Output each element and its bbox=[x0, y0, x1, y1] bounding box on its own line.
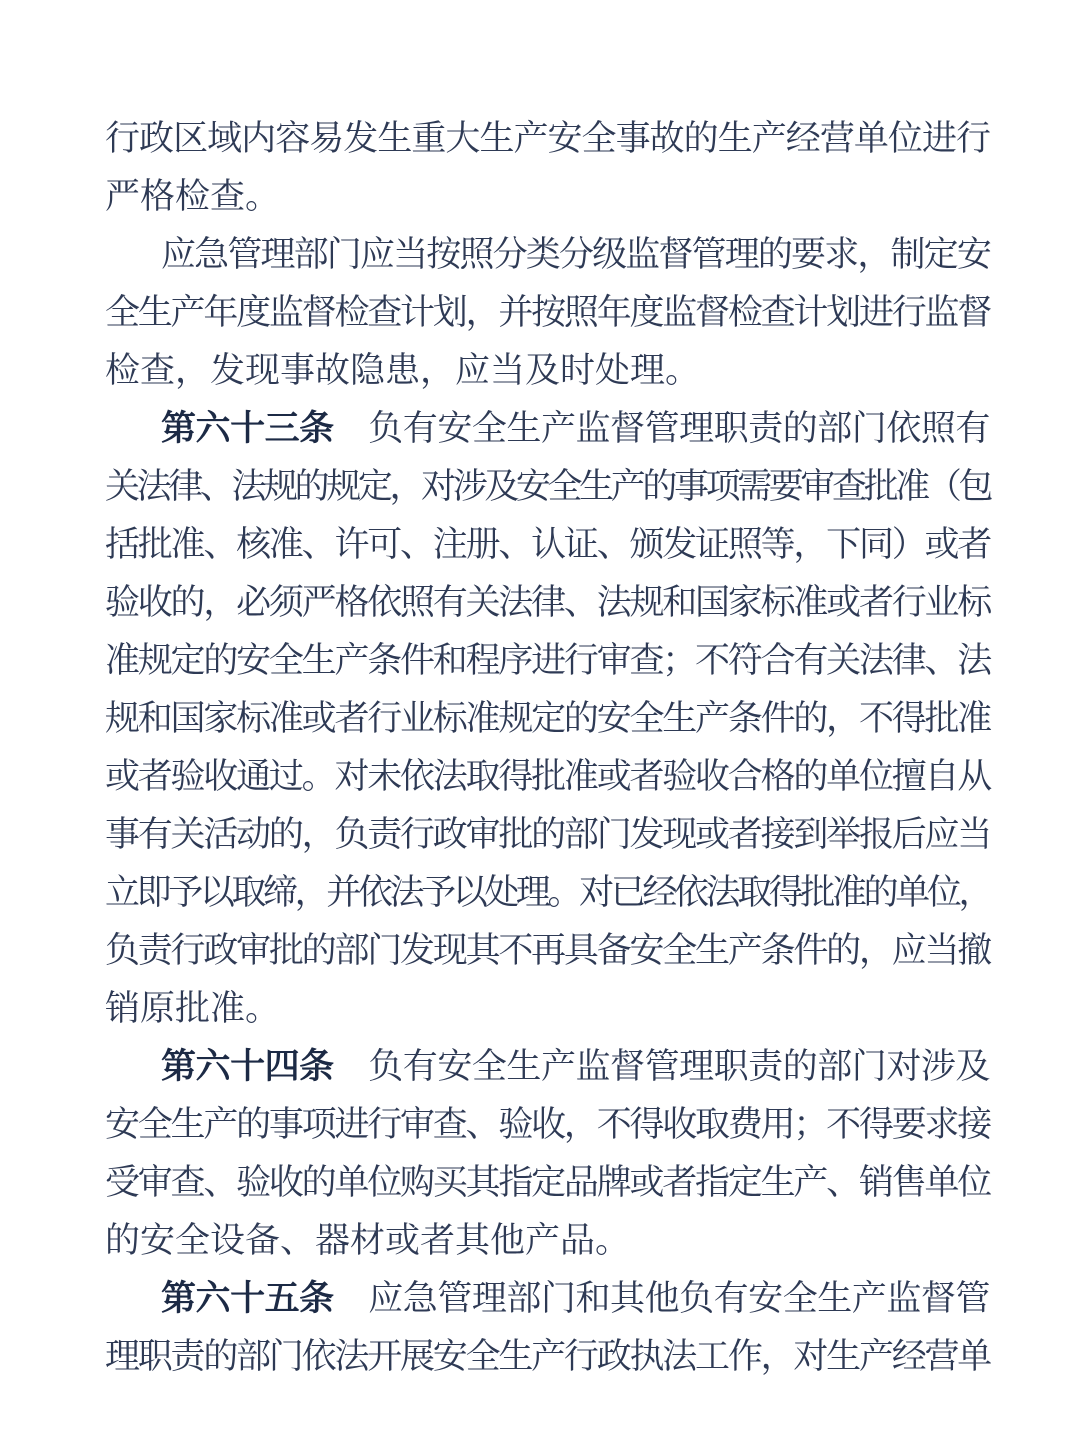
line-text: 括批准、核准、许可、注册、认证、颁发证照等，下同）或者 bbox=[105, 525, 991, 564]
text-line bbox=[105, 110, 990, 168]
line-text: 严格检查。 bbox=[105, 177, 281, 216]
line-text: 事有关活动的，负责行政审批的部门发现或者接到举报后应当 bbox=[105, 815, 991, 854]
line-text: 立即予以取缔，并依法予以处理。对已经依法取得批准的单位， bbox=[105, 873, 991, 912]
line-text: 销原批准。 bbox=[105, 989, 281, 1028]
text-line bbox=[105, 1270, 990, 1328]
line-text: 准规定的安全生产条件和程序进行审查；不符合有关法律、法 bbox=[105, 641, 991, 680]
line-text: 理职责的部门依法开展安全生产行政执法工作，对生产经营单 bbox=[105, 1337, 991, 1376]
text-line bbox=[105, 516, 990, 574]
line-text: 或者验收通过。对未依法取得批准或者验收合格的单位擅自从 bbox=[105, 757, 991, 796]
text-line bbox=[105, 922, 990, 980]
text-line bbox=[105, 226, 990, 284]
line-text: 应急管理部门应当按照分类分级监督管理的要求，制定安 bbox=[161, 235, 991, 274]
line-text: 关法律、法规的规定，对涉及安全生产的事项需要审查批准（包 bbox=[105, 467, 991, 506]
line-text: 行政区域内容易发生重大生产安全事故的生产经营单位进行 bbox=[105, 119, 991, 158]
text-line bbox=[105, 1154, 990, 1212]
article-number: 第六十五条 bbox=[161, 1279, 334, 1318]
text-line bbox=[105, 574, 990, 632]
text-line bbox=[105, 284, 990, 342]
line-text: 验收的，必须严格依照有关法律、法规和国家标准或者行业标 bbox=[105, 583, 991, 622]
text-line bbox=[105, 632, 990, 690]
article-text-block bbox=[105, 110, 990, 1386]
text-line bbox=[105, 1328, 990, 1386]
line-text: 全生产年度监督检查计划，并按照年度监督检查计划进行监督 bbox=[105, 293, 991, 332]
text-line bbox=[105, 980, 990, 1038]
text-line bbox=[105, 1038, 990, 1096]
text-line bbox=[105, 864, 990, 922]
text-line bbox=[105, 1212, 990, 1270]
text-line bbox=[105, 168, 990, 226]
line-text: 负责行政审批的部门发现其不再具备安全生产条件的，应当撤 bbox=[105, 931, 991, 970]
article-number: 第六十四条 bbox=[161, 1047, 334, 1086]
line-text: 规和国家标准或者行业标准规定的安全生产条件的，不得批准 bbox=[105, 699, 991, 738]
text-line bbox=[105, 1096, 990, 1154]
line-text: 检查，发现事故隐患，应当及时处理。 bbox=[105, 351, 701, 390]
line-text: 的安全设备、器材或者其他产品。 bbox=[105, 1221, 631, 1260]
text-line bbox=[105, 748, 990, 806]
text-line bbox=[105, 400, 990, 458]
text-line bbox=[105, 806, 990, 864]
line-text: 安全生产的事项进行审查、验收，不得收取费用；不得要求接 bbox=[105, 1105, 991, 1144]
text-line bbox=[105, 458, 990, 516]
line-text: 负有安全生产监督管理职责的部门对涉及 bbox=[333, 1047, 990, 1086]
line-text: 负有安全生产监督管理职责的部门依照有 bbox=[333, 409, 990, 448]
text-line bbox=[105, 690, 990, 748]
article-number: 第六十三条 bbox=[161, 409, 334, 448]
line-text: 应急管理部门和其他负有安全生产监督管 bbox=[333, 1279, 990, 1318]
line-text: 受审查、验收的单位购买其指定品牌或者指定生产、销售单位 bbox=[105, 1163, 991, 1202]
text-line bbox=[105, 342, 990, 400]
